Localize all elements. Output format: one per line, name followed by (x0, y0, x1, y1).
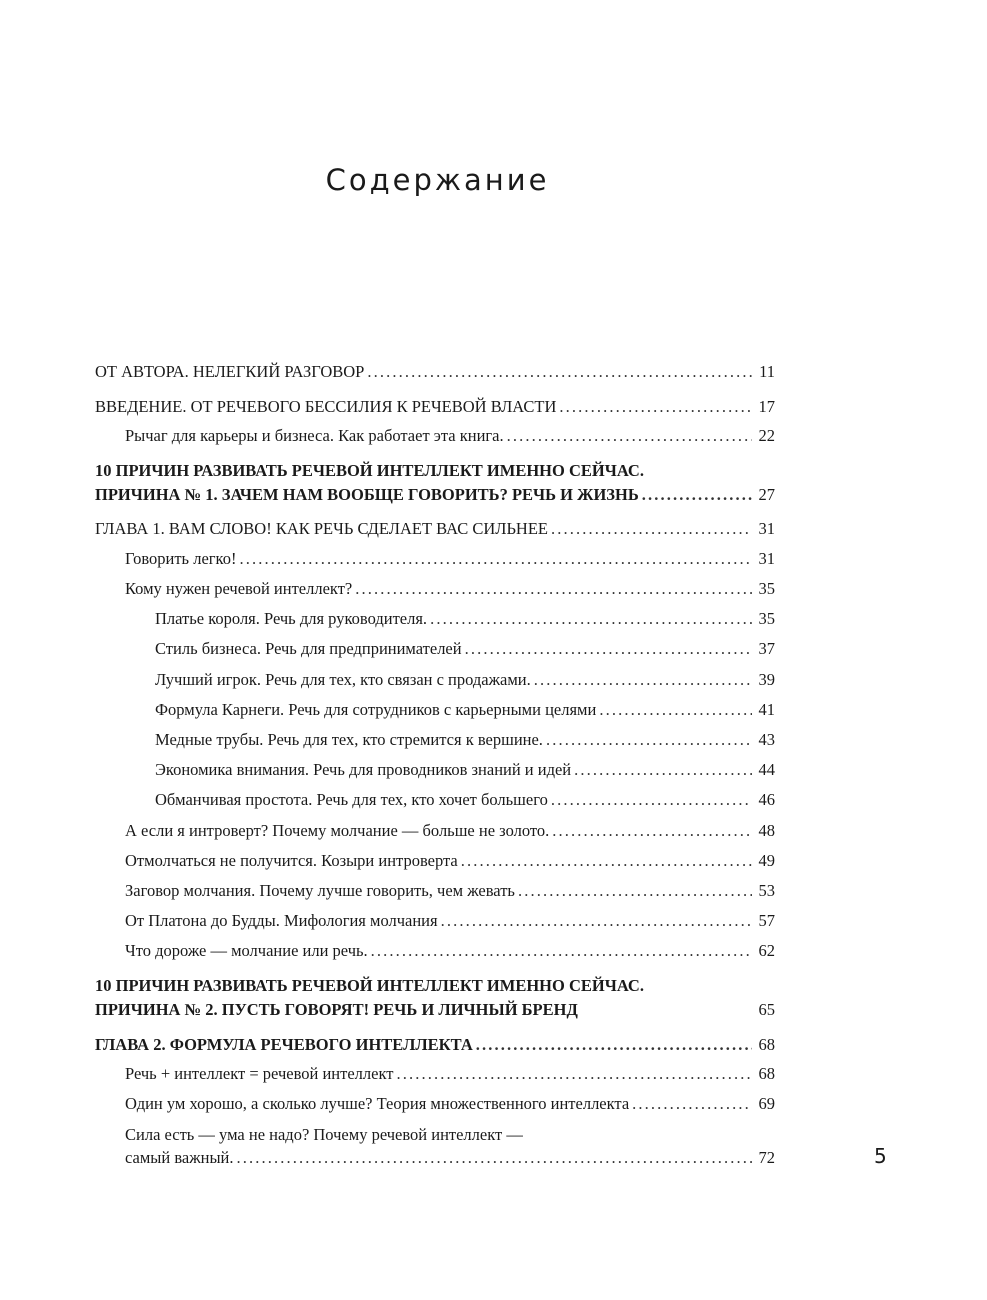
toc-entry-title: Речь + интеллект = речевой интеллект (125, 1064, 394, 1083)
toc-entry-title: Лучший игрок. Речь для тех, кто связан с продажами. (155, 670, 531, 689)
toc-entry-title: Кому нужен речевой интеллект? (125, 579, 353, 598)
toc-entry-title-line1: 10 ПРИЧИН РАЗВИВАТЬ РЕЧЕВОЙ ИНТЕЛЛЕКТ ИМЕННО СЕЙЧАС. (95, 976, 644, 995)
leader-dots (507, 426, 752, 446)
toc-entry-title: ВВЕДЕНИЕ. ОТ РЕЧЕВОГО БЕССИЛИЯ К РЕЧЕВОЙ ВЛАСТИ (95, 397, 557, 416)
toc-entry-page: 31 (758, 519, 775, 538)
toc-entry[interactable] (155, 730, 775, 750)
toc-entry-page: 49 (758, 851, 775, 870)
toc-entry[interactable] (95, 519, 775, 539)
leader-dots (518, 881, 752, 901)
toc-entry[interactable] (95, 362, 775, 382)
leader-dots (642, 485, 752, 505)
leader-dots (551, 790, 752, 810)
toc-entry-title: самый важный. (125, 1148, 234, 1167)
leader-dots (534, 670, 752, 690)
leader-dots (574, 760, 752, 780)
toc-entry[interactable] (125, 1064, 775, 1084)
leader-dots (476, 1035, 752, 1055)
toc-entry[interactable] (125, 426, 775, 446)
toc-entry[interactable] (125, 1148, 775, 1168)
leader-dots (552, 821, 752, 841)
toc-entry-title: Формула Карнеги. Речь для сотрудников с карьерными целями (155, 700, 597, 719)
toc-entry[interactable] (155, 639, 775, 659)
toc-entry-page: 62 (758, 941, 775, 960)
toc-entry-page: 39 (758, 670, 775, 689)
toc-entry[interactable] (125, 549, 775, 569)
toc-entry[interactable] (155, 609, 775, 629)
toc-entry-title: Один ум хорошо, а сколько лучше? Теория множественного интеллекта (125, 1094, 630, 1113)
toc-entry[interactable] (125, 579, 775, 599)
toc-entry-page: 57 (758, 911, 775, 930)
toc-entry-page: 43 (758, 730, 775, 749)
toc-entry-page: 27 (758, 485, 775, 504)
page-title: Содержание (325, 163, 550, 197)
toc-entry-title: ОТ АВТОРА. НЕЛЕГКИЙ РАЗГОВОР (95, 362, 365, 381)
toc-entry-page: 68 (758, 1064, 775, 1083)
toc-entry-title: ГЛАВА 1. ВАМ СЛОВО! КАК РЕЧЬ СДЕЛАЕТ ВАС СИЛЬНЕЕ (95, 519, 549, 538)
leader-dots (237, 1148, 753, 1168)
toc-entry-title-line1: 10 ПРИЧИН РАЗВИВАТЬ РЕЧЕВОЙ ИНТЕЛЛЕКТ ИМЕННО СЕЙЧАС. (95, 461, 644, 480)
toc-entry[interactable] (95, 485, 775, 505)
toc-entry-title: Стиль бизнеса. Речь для предпринимателей (155, 639, 462, 658)
toc-entry[interactable] (125, 911, 775, 931)
toc-entry-page: 46 (758, 790, 775, 809)
toc-entry-title: ПРИЧИНА № 2. ПУСТЬ ГОВОРЯТ! РЕЧЬ И ЛИЧНЫЙ БРЕНД (95, 1000, 578, 1019)
leader-dots (461, 851, 752, 871)
toc-entry[interactable] (155, 670, 775, 690)
toc-entry-page: 31 (758, 549, 775, 568)
toc-entry-page: 41 (758, 700, 775, 719)
leader-dots (632, 1094, 752, 1114)
page-number: 5 (874, 1144, 887, 1168)
toc-entry[interactable] (125, 821, 775, 841)
toc-entry-page: 53 (758, 881, 775, 900)
toc-entry-title: Платье короля. Речь для руководителя. (155, 609, 428, 628)
leader-dots (355, 579, 752, 599)
toc-entry-page: 65 (758, 1000, 775, 1019)
leader-dots (239, 549, 752, 569)
leader-dots (441, 911, 752, 931)
toc-entry[interactable] (125, 941, 775, 961)
leader-dots (546, 730, 752, 750)
toc-entry-title: От Платона до Будды. Мифология молчания (125, 911, 438, 930)
toc-entry-title: Отмолчаться не получится. Козыри интроверта (125, 851, 458, 870)
leader-dots (396, 1064, 752, 1084)
leader-dots (430, 609, 752, 629)
toc-entry[interactable] (155, 790, 775, 810)
toc-entry-page: 35 (758, 579, 775, 598)
toc-entry[interactable] (155, 760, 775, 780)
toc-entry-title: Обманчивая простота. Речь для тех, кто хочет большего (155, 790, 548, 809)
toc-entry-page: 72 (758, 1148, 775, 1167)
toc-entry-page: 35 (758, 609, 775, 628)
toc-entry-title: ПРИЧИНА № 1. ЗАЧЕМ НАМ ВООБЩЕ ГОВОРИТЬ? РЕЧЬ И ЖИЗНЬ (95, 485, 639, 504)
toc-entry-page: 37 (758, 639, 775, 658)
toc-entry[interactable] (125, 881, 775, 901)
toc-entry-page: 68 (758, 1035, 775, 1054)
leader-dots (465, 639, 752, 659)
toc-entry[interactable] (95, 397, 775, 417)
leader-dots (367, 362, 752, 382)
leader-dots (371, 941, 752, 961)
toc-entry-title-line1: Сила есть — ума не надо? Почему речевой интеллект — (125, 1125, 523, 1144)
toc-entry[interactable] (95, 1000, 775, 1020)
toc-entry-title: Экономика внимания. Речь для проводников знаний и идей (155, 760, 572, 779)
toc-entry-page: 22 (758, 426, 775, 445)
toc-entry-page: 69 (758, 1094, 775, 1113)
leader-dots (559, 397, 752, 417)
toc-entry-title: Медные трубы. Речь для тех, кто стремится к вершине. (155, 730, 543, 749)
toc-entry-page: 17 (758, 397, 775, 416)
toc-entry-page: 44 (758, 760, 775, 779)
toc-entry[interactable] (95, 1035, 775, 1055)
leader-dots (599, 700, 752, 720)
toc-entry[interactable] (125, 1094, 775, 1114)
toc-entry-title: А если я интроверт? Почему молчание — больше не золото. (125, 821, 550, 840)
toc-entry-page: 11 (759, 362, 775, 381)
toc-entry-title: Говорить легко! (125, 549, 237, 568)
toc-entry-title: Рычаг для карьеры и бизнеса. Как работает эта книга. (125, 426, 504, 445)
leader-dots (551, 519, 752, 539)
toc-entry-title: Заговор молчания. Почему лучше говорить, чем жевать (125, 881, 515, 900)
toc-entry-title: Что дороже — молчание или речь. (125, 941, 368, 960)
toc-entry[interactable] (125, 851, 775, 871)
toc-entry-title: ГЛАВА 2. ФОРМУЛА РЕЧЕВОГО ИНТЕЛЛЕКТА (95, 1035, 473, 1054)
toc-entry-page: 48 (758, 821, 775, 840)
toc-entry[interactable] (155, 700, 775, 720)
